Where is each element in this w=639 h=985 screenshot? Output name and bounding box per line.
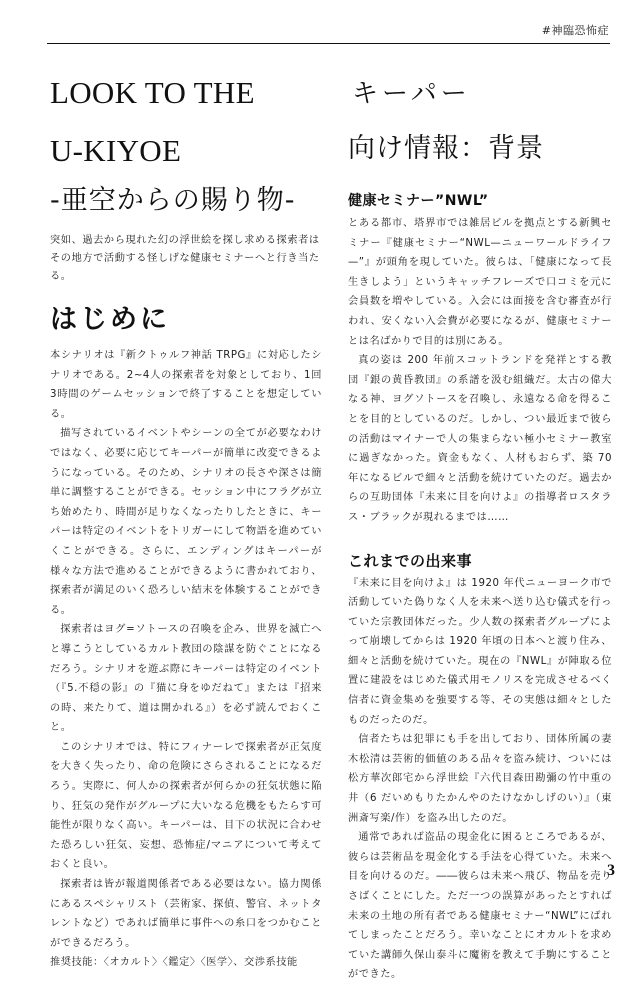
section-heading-introduction: はじめに [50, 304, 170, 335]
events-paragraph: 通常であれば盗品の現金化に困るところであるが、彼らは芸術品を現金化する手法を心得ていた。未来へ目を向けるのだ。――彼らは未来へ飛び、物品を売りさばくことにした。ただ一つの誤算があったとすれば未来の土地の所有者である健康セミナー“NWL”にばれてしまったことだろう。幸いなことにオカルトを求めていた講師久保山泰斗に魔術を教えて手駒にすることができた。 [348, 832, 612, 981]
recommended-skills: 推奨技能：〈オカルト〉〈鑑定〉〈医学〉、交渉系技能 [50, 957, 298, 969]
keeper-title-line1: キーパー [352, 79, 471, 109]
events-paragraph: 『未来に目を向けよ』は 1920 年代ニューヨーク市で活動していた偽りなく人を未来へ送り込む儀式を行っていた宗教団体だった。少人数の探索者グループによって崩壊してからは 1920 年頃の日本へと渡り住み、細々と活動を続けていた。現在の『NWL』が陣取る位置に建設をはじめた儀式用モノリスを完成させるべく信者に資金集めを強要する等、その実態は細々としたものだったのだ。 [348, 577, 612, 726]
intro-paragraph: 本シナリオは『新クトゥルフ神話 TRPG』に対応したシナリオである。2~4人の探索者を対象としており、1回3時間のゲームセッションで終了することを想定している。 [50, 350, 322, 420]
header-tag: #神臨恐怖症 [541, 24, 609, 37]
subheading-events-so-far: これまでの出来事 [348, 551, 473, 570]
subheading-nwl: 健康セミナー”NWL” [348, 193, 489, 209]
scenario-title-en-line1: LOOK TO THE [50, 75, 255, 110]
right-column [348, 60, 612, 985]
intro-paragraph: 描写されているイベントやシーンの全てが必要なわけではなく、必要に応じてキーパーが簡単に改変できるようになっている。そのため、シナリオの長さや深さは簡単に調整することができる。セッション中にフラグが立ち始めたり、時間が足りなくなったりしたときに、キーパーは特定のイベントをトリガーにして物語を進めていくことができる。さらに、エンディングはキーパーが様々な方法で進めることができるように書かれており、探索者が満足のいく恐ろしい結末を体験することができる。 [50, 428, 322, 616]
intro-paragraph: 探索者は皆が報道関係者である必要はない。協力関係にあるスペシャリスト（芸術家、探偵、警官、ネットタレントなど）であれば簡単に事件への糸口をつかむことができるだろう。 [50, 879, 322, 949]
header-rule [47, 43, 610, 44]
lead-paragraph: 突如、過去から現れた幻の浮世絵を探し求める探索者はその地方で活動する怪しげな健康セミナーへと行き当たる。 [50, 235, 320, 282]
intro-paragraph: 探索者はヨグ=ソトースの召喚を企み、世界を滅亡へと導こうとしているカルト教団の陰謀を防ぐことになるだろう。シナリオを遊ぶ際にキーパーは特定のイベント（『5.不穏の影』の『猫に身をゆだねて』または『招来の時、来たりて、道は開かれる』）を必ず読んでおくこと。 [50, 624, 322, 734]
scenario-subtitle-jp: -亜空からの賜り物- [50, 185, 296, 216]
background-paragraph: とある都市、塔界市では雑居ビルを拠点とする新興セミナー『健康セミナー“NWL—ニューワールドライフ—”』が頭角を現していた。彼らは、「健康になって長生きしよう」というキャッチフレーズで口コミを元に会員数を増やしている。入会には面接を含む審査が行われ、安くない入会費が必要になるが、健康セミナーとは名ばかりで目的は別にある。 [348, 218, 612, 347]
events-paragraph: 信者たちは犯罪にも手を出しており、団体所属の妻木松清は芸術的価値のある品々を盗み続け、ついには松方華次郎宅から浮世絵『六代目森田勘彌の竹中重の井（6 だいめもりたかんやのたけなかしげのい）』（東洲斎写楽/作）を盗み出したのだ。 [348, 734, 612, 824]
keeper-title-line2: 向け情報：背景 [348, 133, 544, 164]
intro-paragraph: このシナリオでは、特にフィナーレで探索者が正気度を大きく失ったり、命の危険にさらされることになるだろう。実際に、何人かの探索者が何らかの狂気状態に陥り、狂気の発作がグループに大いなる危機をもたらす可能性が限りなく高い。キーパーは、目下の状況に合わせた恐ろしい狂気、妄想、恐怖症/マニアについて考えておくと良い。 [50, 741, 322, 871]
scenario-title-en-line2: U-KIYOE [50, 133, 182, 168]
background-paragraph: 真の姿は 200 年前スコットランドを発祥とする教団『銀の黄昏教団』の系譜を汲む組織だ。太古の偉大なる神、ヨグソトースを召喚し、永遠なる命を得ることを目的としているのだ。しかし、つい最近まで彼らの活動はマイナーで人の集まらない極小セミナー教室に過ぎなかった。資金もなく、人材もおらず、築 70 年になるビルで細々と活動を続けていたのだ。過去からの互助団体『未来に目を向けよ』の指導者ロスタラス・ブラックが現れるまでは…… [348, 355, 612, 523]
left-column [50, 60, 322, 973]
page-number: 3 [607, 862, 615, 879]
